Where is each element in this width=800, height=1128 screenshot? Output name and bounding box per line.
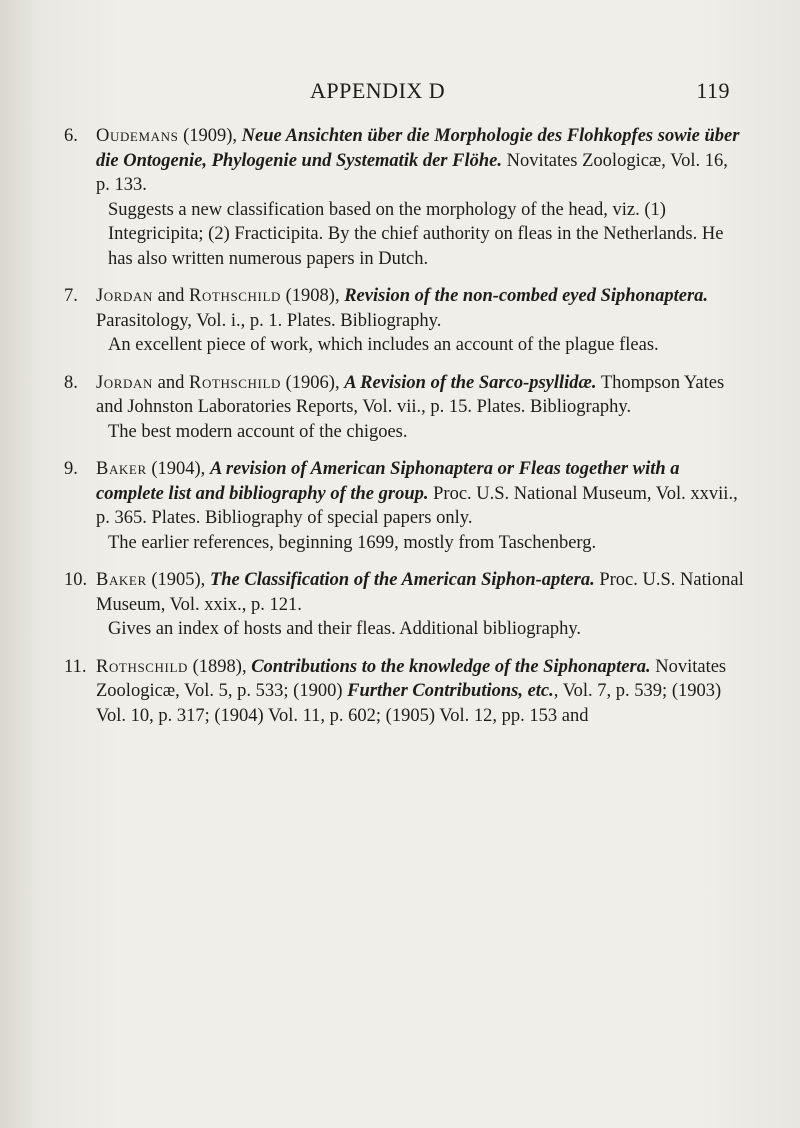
entry-year: (1908),	[281, 286, 345, 306]
entry-title: Revision of the non-combed eyed Siphonaptera.	[344, 286, 709, 306]
entry-note: The earlier references, beginning 1699, mostly from Taschenberg.	[108, 532, 597, 553]
entry-source: Thompson Yates and Johnston Laboratories Reports, Vol. vii., p. 15. Plates. Bibliography.	[96, 372, 725, 417]
page-number: 119	[696, 78, 730, 103]
entry-author: Rothschild	[189, 372, 282, 393]
entry-year: (1904),	[146, 459, 210, 479]
entry-year: (1906),	[281, 372, 345, 393]
bibliography-entry	[64, 371, 744, 445]
entry-number: 10.	[64, 570, 88, 590]
entry-citation: Jordan and Rothschild (1908), Revision of the non-combed eyed Siphonaptera. Parasitology, Vol. i., p. 1. Plates. Bibliography.	[96, 286, 709, 331]
entry-title: Neue Ansichten über die Morphologie des Flohkopfes sowie über die Ontogenie, Phylogenie und Systematik der Flöhe.	[96, 126, 740, 171]
bibliography-entry	[64, 124, 744, 271]
entry-title: Contributions to the knowledge of the Siphonaptera.	[251, 656, 651, 677]
entry-number: 11.	[64, 656, 87, 677]
bibliography-list	[64, 124, 744, 741]
entry-note: The best modern account of the chigoes.	[108, 421, 408, 442]
entry-citation	[96, 655, 744, 729]
entry-source: Parasitology, Vol. i., p. 1. Plates. Bibliography.	[96, 310, 442, 331]
entry-note: An excellent piece of work, which includes an account of the plague fleas.	[108, 335, 659, 355]
entry-author: Rothschild	[96, 656, 189, 677]
running-head	[70, 78, 730, 110]
entry-title: The Classification of the American Siphon-aptera.	[209, 570, 595, 590]
entry-citation: Jordan and Rothschild (1906), A Revision of the Sarco-psyllidæ. Thompson Yates and Johnston Laboratories Reports, Vol. vii., p. 15. Plates. Bibliography.	[96, 372, 725, 417]
entry-year: (1898),	[188, 656, 252, 677]
entry-author: Baker	[96, 459, 147, 479]
entry-title: Further Contributions, etc.	[347, 681, 554, 701]
entry-author: Jordan	[96, 286, 154, 306]
entry-source: Proc. U.S. National Museum, Vol. xxvii., p. 365. Plates. Bibliography of special papers only.	[96, 483, 738, 528]
entry-author: Oudemans	[96, 126, 179, 146]
entry-author: Jordan	[96, 372, 154, 393]
entry-year: (1909),	[178, 126, 242, 146]
entry-number: 8.	[64, 372, 78, 393]
entry-note: Gives an index of hosts and their fleas. Additional bibliography.	[108, 619, 582, 639]
bibliography-entry	[64, 457, 744, 555]
entry-note: Suggests a new classification based on the morphology of the head, viz. (1) Integricipita; (2) Fracticipita. By the chief authority on fleas in the Netherlands. He has also written numerous papers in Dutch.	[108, 199, 724, 269]
entry-citation	[96, 124, 744, 198]
bibliography-entry	[64, 284, 744, 358]
entry-citation	[96, 568, 744, 617]
bibliography-entry	[64, 568, 744, 642]
entry-title: A revision of American Siphonaptera or Fleas together with a complete list and bibliography of the group.	[96, 459, 680, 504]
entry-author: Baker	[96, 570, 147, 590]
entry-number: 7.	[64, 286, 78, 306]
entry-number: 9.	[64, 459, 78, 479]
entry-source: Proc. U.S. National Museum, Vol. xxix., p. 121.	[96, 570, 744, 615]
bibliography-entry	[64, 655, 744, 729]
entry-source: Novitates Zoologicæ, Vol. 16, p. 133.	[96, 150, 728, 195]
entry-year: (1905),	[146, 570, 210, 590]
page-title: APPENDIX D	[310, 78, 446, 103]
entry-number: 6.	[64, 126, 78, 146]
entry-citation	[96, 457, 744, 531]
entry-title: A Revision of the Sarco-psyllidæ.	[344, 372, 597, 393]
entry-source: Novitates Zoologicæ, Vol. 5, p. 533; (1900)	[96, 656, 727, 701]
entry-author: Rothschild	[189, 286, 282, 306]
entry-source: , Vol. 7, p. 539; (1903) Vol. 10, p. 317; (1904) Vol. 11, p. 602; (1905) Vol. 12, pp. 153 and	[96, 681, 722, 726]
